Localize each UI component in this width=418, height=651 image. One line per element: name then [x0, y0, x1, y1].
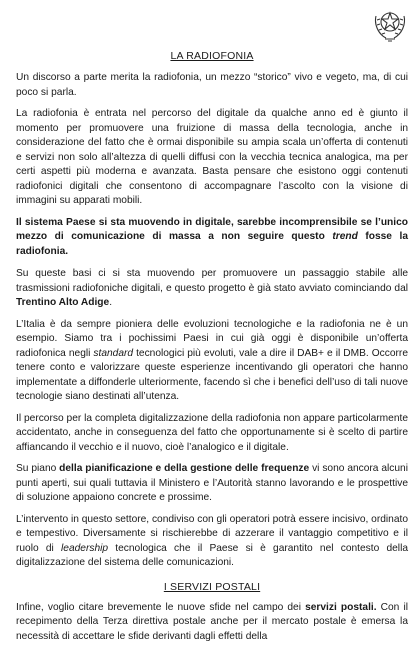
paragraph-servizi-postali: Infine, voglio citare brevemente le nuove sfide nel campo dei servizi postali. Con il recepimento della Terza direttiva postale anche per il mercato postale è emersa la necessità di accettare le sfide derivanti dagli effetti della	[16, 601, 408, 642]
section-title-servizi-postali: I SERVIZI POSTALI	[163, 580, 261, 593]
paragraph-digital-radio: La radiofonia è entrata nel percorso del digitale da qualche anno ed è giunto il momento per promuovere una fruizione di massa della tecnologia, anche in considerazione del fatto che è ormai disponibile su ampia scala un’offerta di contenuti e servizi non solo all’altezza di quelli diffusi con la vecchia tecnica analogica, ma per certi aspetti più moderna e avanzata. Basta pensare che esistono oggi contenuti radiofonici digitali che consentono di accompagnare l’ascolto con la visione di immagini su apparati mobili.	[16, 108, 408, 206]
paragraph-intervento: L’intervento in questo settore, condiviso con gli operatori potrà essere incisivo, ordinato e tempestivo. Diversamente si rischierebbe di azzerare il vantaggio competitivo e il ruolo di leadership tecnologica che il Paese si è garantito nel contesto della digitalizzazione del sistema delle comunicazioni.	[16, 513, 409, 568]
republic-emblem-icon	[368, 2, 412, 46]
document-page	[16, 44, 408, 651]
section-title-radiofonia: LA RADIOFONIA	[170, 50, 254, 62]
paragraph-italia-pioniera: L’Italia è da sempre pioniera delle evoluzioni tecnologiche e la radiofonia ne è un esempio. Siamo tra i pochissimi Paesi in cui già oggi è disponibile un’offerta radiofonica negli standard tecnologici più evoluti, vale a dire il DAB+ e il DMB. Occorre tenere conto e valorizzare queste esperienze incentivando gli operatori che hanno implementate a diffonderle ulteriormente, facendo sì che i benefici dell’uso di tali nuove tecnologie siano destinati all’utenza.	[16, 318, 408, 402]
paragraph-system-paese: Il sistema Paese si sta muovendo in digitale, sarebbe incomprensibile se l’unico mezzo di comunicazione di massa a non seguire questo trend fosse la radiofonia.	[16, 216, 408, 257]
paragraph-intro: Un discorso a parte merita la radiofonia, un mezzo “storico” vivo e vegeto, ma, di cui poco si parla.	[16, 72, 408, 98]
paragraph-percorso: Il percorso per la completa digitalizzazione della radiofonia non appare particolarmente accidentato, anche in conseguenza del fatto che opportunamente si è scelto di partire affiancando il vecchio e il nuovo, cioè l’analogico e il digitale.	[16, 412, 408, 453]
paragraph-trentino: Su queste basi ci si sta muovendo per promuovere un passaggio stabile alle trasmissioni radiofoniche digitali, e questo progetto è già stato avviato cominciando dal Trentino Alto Adige.	[16, 268, 408, 308]
paragraph-frequenze: Su piano della pianificazione e della gestione delle frequenze vi sono ancora alcuni punti aperti, sui quali tuttavia il Ministero e l’Autorità stanno lavorando e le prospettive di soluzione appaiono concrete e prossime.	[16, 463, 408, 503]
